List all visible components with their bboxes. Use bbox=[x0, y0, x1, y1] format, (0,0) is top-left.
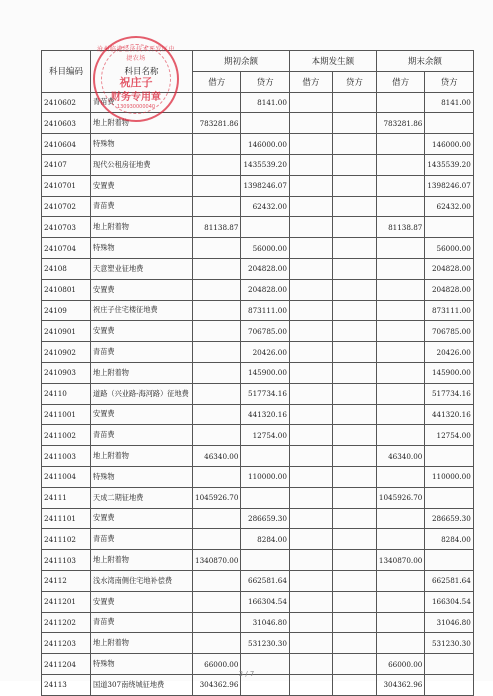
closing-credit-cell: 166304.54 bbox=[425, 591, 473, 612]
account-code-cell: 2410901 bbox=[42, 321, 91, 342]
table-row bbox=[42, 487, 474, 508]
header-credit: 贷方 bbox=[241, 71, 289, 92]
table-row bbox=[42, 321, 474, 342]
period-debit-cell bbox=[289, 550, 332, 571]
closing-credit-cell bbox=[425, 550, 473, 571]
account-name-cell: 安置费 bbox=[91, 591, 193, 612]
table-row bbox=[42, 466, 474, 487]
opening-debit-cell bbox=[193, 633, 241, 654]
closing-credit-cell bbox=[425, 487, 473, 508]
header-name: 科目名称 bbox=[91, 51, 193, 93]
closing-debit-cell bbox=[376, 570, 424, 591]
closing-credit-cell: 62432.00 bbox=[425, 196, 473, 217]
period-debit-cell bbox=[289, 196, 332, 217]
account-name-cell: 道路（兴业路-海河路）征地费 bbox=[91, 383, 193, 404]
closing-credit-cell bbox=[425, 217, 473, 238]
period-debit-cell bbox=[289, 383, 332, 404]
opening-credit-cell bbox=[241, 113, 289, 134]
closing-debit-cell bbox=[376, 134, 424, 155]
period-credit-cell bbox=[332, 175, 376, 196]
period-debit-cell bbox=[289, 612, 332, 633]
closing-credit-cell: 56000.00 bbox=[425, 238, 473, 259]
closing-credit-cell: 706785.00 bbox=[425, 321, 473, 342]
account-name-cell: 地上附着物 bbox=[91, 550, 193, 571]
account-name-cell: 浅水湾南侧住宅地补偿费 bbox=[91, 570, 193, 591]
closing-debit-cell bbox=[376, 258, 424, 279]
account-name-cell: 地上附着物 bbox=[91, 113, 193, 134]
table-row bbox=[42, 217, 474, 238]
account-code-cell: 2411004 bbox=[42, 466, 91, 487]
account-name-cell: 安置费 bbox=[91, 175, 193, 196]
period-credit-cell bbox=[332, 238, 376, 259]
period-credit-cell bbox=[332, 196, 376, 217]
period-credit-cell bbox=[332, 217, 376, 238]
period-credit-cell bbox=[332, 404, 376, 425]
opening-credit-cell bbox=[241, 446, 289, 467]
opening-credit-cell bbox=[241, 487, 289, 508]
period-credit-cell bbox=[332, 134, 376, 155]
opening-debit-cell: 66000.00 bbox=[193, 654, 241, 675]
period-credit-cell bbox=[332, 258, 376, 279]
period-credit-cell bbox=[332, 466, 376, 487]
opening-debit-cell bbox=[193, 425, 241, 446]
period-debit-cell bbox=[289, 633, 332, 654]
table-row bbox=[42, 383, 474, 404]
opening-debit-cell bbox=[193, 258, 241, 279]
closing-credit-cell: 8141.00 bbox=[425, 92, 473, 113]
account-code-cell: 2411204 bbox=[42, 654, 91, 675]
account-code-cell: 24113 bbox=[42, 674, 91, 695]
closing-debit-cell bbox=[376, 238, 424, 259]
opening-credit-cell: 286659.30 bbox=[241, 508, 289, 529]
account-name-cell: 青苗费 bbox=[91, 342, 193, 363]
account-name-cell: 祝庄子住宅楼征地费 bbox=[91, 300, 193, 321]
account-code-cell: 2410703 bbox=[42, 217, 91, 238]
period-credit-cell bbox=[332, 362, 376, 383]
opening-debit-cell: 1045926.70 bbox=[193, 487, 241, 508]
period-credit-cell bbox=[332, 113, 376, 134]
account-code-cell: 2411002 bbox=[42, 425, 91, 446]
period-debit-cell bbox=[289, 487, 332, 508]
seal-serial: 130930000040 bbox=[116, 104, 156, 110]
account-code-cell: 2411202 bbox=[42, 612, 91, 633]
closing-credit-cell: 20426.00 bbox=[425, 342, 473, 363]
period-credit-cell bbox=[332, 342, 376, 363]
page-number: 3 / 7 bbox=[238, 670, 255, 678]
opening-credit-cell bbox=[241, 217, 289, 238]
closing-credit-cell: 8284.00 bbox=[425, 529, 473, 550]
opening-debit-cell bbox=[193, 362, 241, 383]
account-code-cell: 2411201 bbox=[42, 591, 91, 612]
account-code-cell: 2410903 bbox=[42, 362, 91, 383]
account-name-cell: 安置费 bbox=[91, 508, 193, 529]
period-debit-cell bbox=[289, 175, 332, 196]
account-code-cell: 24109 bbox=[42, 300, 91, 321]
opening-debit-cell bbox=[193, 134, 241, 155]
table-row bbox=[42, 529, 474, 550]
period-debit-cell bbox=[289, 591, 332, 612]
closing-debit-cell bbox=[376, 633, 424, 654]
closing-credit-cell: 145900.00 bbox=[425, 362, 473, 383]
opening-credit-cell: 531230.30 bbox=[241, 633, 289, 654]
table-row bbox=[42, 591, 474, 612]
opening-debit-cell bbox=[193, 404, 241, 425]
account-code-cell: 24108 bbox=[42, 258, 91, 279]
opening-credit-cell: 1435539.20 bbox=[241, 154, 289, 175]
closing-debit-cell bbox=[376, 362, 424, 383]
account-name-cell: 特殊物 bbox=[91, 134, 193, 155]
opening-debit-cell bbox=[193, 466, 241, 487]
header-debit: 借方 bbox=[193, 71, 241, 92]
account-name-cell: 青苗费 bbox=[91, 92, 193, 113]
account-name-cell: 地上附着物 bbox=[91, 362, 193, 383]
account-balance-table bbox=[41, 50, 474, 696]
account-code-cell: 2411101 bbox=[42, 508, 91, 529]
closing-credit-cell: 1435539.20 bbox=[425, 154, 473, 175]
opening-debit-cell bbox=[193, 300, 241, 321]
period-debit-cell bbox=[289, 362, 332, 383]
account-name-cell: 特殊物 bbox=[91, 466, 193, 487]
account-name-cell: 青苗费 bbox=[91, 529, 193, 550]
closing-debit-cell bbox=[376, 300, 424, 321]
closing-debit-cell bbox=[376, 466, 424, 487]
account-name-cell: 地上附着物 bbox=[91, 217, 193, 238]
opening-credit-cell: 441320.16 bbox=[241, 404, 289, 425]
table-row bbox=[42, 300, 474, 321]
closing-debit-cell bbox=[376, 591, 424, 612]
period-credit-cell bbox=[332, 92, 376, 113]
header-opening-balance: 期初余额 bbox=[193, 51, 290, 72]
opening-debit-cell: 1340870.00 bbox=[193, 550, 241, 571]
opening-debit-cell bbox=[193, 342, 241, 363]
period-credit-cell bbox=[332, 446, 376, 467]
period-debit-cell bbox=[289, 113, 332, 134]
table-row bbox=[42, 362, 474, 383]
period-debit-cell bbox=[289, 154, 332, 175]
period-credit-cell bbox=[332, 300, 376, 321]
closing-credit-cell: 662581.64 bbox=[425, 570, 473, 591]
opening-debit-cell bbox=[193, 196, 241, 217]
account-name-cell: 天意塑业征地费 bbox=[91, 258, 193, 279]
opening-credit-cell: 8141.00 bbox=[241, 92, 289, 113]
opening-credit-cell: 146000.00 bbox=[241, 134, 289, 155]
closing-credit-cell: 286659.30 bbox=[425, 508, 473, 529]
header-code: 科目编码 bbox=[42, 51, 91, 93]
account-code-cell: 24112 bbox=[42, 570, 91, 591]
opening-credit-cell bbox=[241, 550, 289, 571]
table-row bbox=[42, 612, 474, 633]
opening-credit-cell: 8284.00 bbox=[241, 529, 289, 550]
table-row bbox=[42, 134, 474, 155]
account-name-cell: 地上附着物 bbox=[91, 633, 193, 654]
account-name-cell: 地上附着物 bbox=[91, 446, 193, 467]
period-debit-cell bbox=[289, 342, 332, 363]
header-debit: 借方 bbox=[376, 71, 424, 92]
account-name-cell: 特殊物 bbox=[91, 654, 193, 675]
closing-credit-cell: 531230.30 bbox=[425, 633, 473, 654]
header-debit: 借方 bbox=[289, 71, 332, 92]
account-code-cell: 2410603 bbox=[42, 113, 91, 134]
opening-credit-cell: 56000.00 bbox=[241, 238, 289, 259]
closing-credit-cell: 1398246.07 bbox=[425, 175, 473, 196]
period-debit-cell bbox=[289, 134, 332, 155]
closing-debit-cell bbox=[376, 508, 424, 529]
period-credit-cell bbox=[332, 383, 376, 404]
opening-credit-cell: 145900.00 bbox=[241, 362, 289, 383]
account-code-cell: 24111 bbox=[42, 487, 91, 508]
closing-debit-cell: 304362.96 bbox=[376, 674, 424, 695]
table-row bbox=[42, 196, 474, 217]
period-debit-cell bbox=[289, 570, 332, 591]
closing-debit-cell bbox=[376, 279, 424, 300]
account-name-cell: 天成二期征地费 bbox=[91, 487, 193, 508]
period-debit-cell bbox=[289, 217, 332, 238]
period-debit-cell bbox=[289, 238, 332, 259]
closing-debit-cell bbox=[376, 321, 424, 342]
table-row bbox=[42, 113, 474, 134]
account-code-cell: 2411102 bbox=[42, 529, 91, 550]
opening-credit-cell: 204828.00 bbox=[241, 279, 289, 300]
table-row bbox=[42, 154, 474, 175]
closing-debit-cell: 81138.87 bbox=[376, 217, 424, 238]
account-name-cell: 安置费 bbox=[91, 404, 193, 425]
period-credit-cell bbox=[332, 529, 376, 550]
closing-debit-cell bbox=[376, 196, 424, 217]
closing-debit-cell bbox=[376, 175, 424, 196]
opening-debit-cell bbox=[193, 612, 241, 633]
period-credit-cell bbox=[332, 612, 376, 633]
closing-debit-cell bbox=[376, 154, 424, 175]
period-debit-cell bbox=[289, 466, 332, 487]
closing-credit-cell: 204828.00 bbox=[425, 279, 473, 300]
period-debit-cell bbox=[289, 258, 332, 279]
opening-debit-cell bbox=[193, 529, 241, 550]
table-row bbox=[42, 342, 474, 363]
closing-debit-cell: 1045926.70 bbox=[376, 487, 424, 508]
table-row bbox=[42, 508, 474, 529]
opening-debit-cell bbox=[193, 154, 241, 175]
account-name-cell: 国道307南绕城征地费 bbox=[91, 674, 193, 695]
period-debit-cell bbox=[289, 321, 332, 342]
period-credit-cell bbox=[332, 425, 376, 446]
period-debit-cell bbox=[289, 404, 332, 425]
header-period-amount: 本期发生额 bbox=[289, 51, 376, 72]
period-debit-cell bbox=[289, 446, 332, 467]
table-body bbox=[42, 92, 474, 695]
opening-debit-cell: 783281.86 bbox=[193, 113, 241, 134]
closing-credit-cell bbox=[425, 113, 473, 134]
closing-debit-cell: 1340870.00 bbox=[376, 550, 424, 571]
period-debit-cell bbox=[289, 279, 332, 300]
opening-debit-cell: 46340.00 bbox=[193, 446, 241, 467]
account-name-cell: 现代公租房征地费 bbox=[91, 154, 193, 175]
table-row bbox=[42, 258, 474, 279]
period-debit-cell bbox=[289, 529, 332, 550]
opening-debit-cell bbox=[193, 92, 241, 113]
closing-credit-cell: 12754.00 bbox=[425, 425, 473, 446]
seal-ring-text: 沧州临港经济技术开发区中捷农场 bbox=[96, 46, 175, 62]
account-name-cell: 安置费 bbox=[91, 321, 193, 342]
opening-credit-cell: 12754.00 bbox=[241, 425, 289, 446]
opening-credit-cell: 62432.00 bbox=[241, 196, 289, 217]
table-row bbox=[42, 446, 474, 467]
period-credit-cell bbox=[332, 570, 376, 591]
period-credit-cell bbox=[332, 591, 376, 612]
opening-credit-cell: 110000.00 bbox=[241, 466, 289, 487]
seal-center-title: 财务专用章 bbox=[111, 92, 161, 103]
account-name-cell: 青苗费 bbox=[91, 196, 193, 217]
account-code-cell: 2410801 bbox=[42, 279, 91, 300]
period-credit-cell bbox=[332, 321, 376, 342]
account-code-cell: 2410604 bbox=[42, 134, 91, 155]
period-credit-cell bbox=[332, 508, 376, 529]
opening-debit-cell bbox=[193, 175, 241, 196]
period-debit-cell bbox=[289, 300, 332, 321]
table-row bbox=[42, 279, 474, 300]
table-row bbox=[42, 175, 474, 196]
seal-center-name: 祝庄子 bbox=[119, 76, 153, 89]
opening-credit-cell: 706785.00 bbox=[241, 321, 289, 342]
period-credit-cell bbox=[332, 633, 376, 654]
account-code-cell: 2411103 bbox=[42, 550, 91, 571]
opening-debit-cell bbox=[193, 570, 241, 591]
closing-credit-cell bbox=[425, 446, 473, 467]
closing-debit-cell bbox=[376, 383, 424, 404]
table-row bbox=[42, 550, 474, 571]
account-code-cell: 2411203 bbox=[42, 633, 91, 654]
opening-credit-cell: 20426.00 bbox=[241, 342, 289, 363]
opening-debit-cell bbox=[193, 238, 241, 259]
opening-debit-cell bbox=[193, 383, 241, 404]
closing-credit-cell: 204828.00 bbox=[425, 258, 473, 279]
table-row bbox=[42, 404, 474, 425]
opening-credit-cell: 166304.54 bbox=[241, 591, 289, 612]
opening-debit-cell: 81138.87 bbox=[193, 217, 241, 238]
closing-credit-cell: 110000.00 bbox=[425, 466, 473, 487]
account-code-cell: 2411001 bbox=[42, 404, 91, 425]
table-row bbox=[42, 425, 474, 446]
opening-debit-cell bbox=[193, 508, 241, 529]
opening-credit-cell: 517734.16 bbox=[241, 383, 289, 404]
opening-credit-cell: 1398246.07 bbox=[241, 175, 289, 196]
closing-debit-cell bbox=[376, 425, 424, 446]
closing-debit-cell bbox=[376, 612, 424, 633]
closing-debit-cell bbox=[376, 404, 424, 425]
account-code-cell: 2410704 bbox=[42, 238, 91, 259]
header-closing-balance: 期末余额 bbox=[376, 51, 473, 72]
account-code-cell: 2410902 bbox=[42, 342, 91, 363]
account-code-cell: 24110 bbox=[42, 383, 91, 404]
period-credit-cell bbox=[332, 154, 376, 175]
closing-debit-cell bbox=[376, 342, 424, 363]
table-row bbox=[42, 238, 474, 259]
header-credit: 贷方 bbox=[425, 71, 473, 92]
closing-debit-cell bbox=[376, 92, 424, 113]
closing-credit-cell: 517734.16 bbox=[425, 383, 473, 404]
account-code-cell: 2410701 bbox=[42, 175, 91, 196]
period-debit-cell bbox=[289, 508, 332, 529]
closing-credit-cell: 31046.80 bbox=[425, 612, 473, 633]
table-row bbox=[42, 633, 474, 654]
period-credit-cell bbox=[332, 487, 376, 508]
table-row bbox=[42, 92, 474, 113]
header-credit: 贷方 bbox=[332, 71, 376, 92]
account-code-cell: 2411003 bbox=[42, 446, 91, 467]
closing-debit-cell: 783281.86 bbox=[376, 113, 424, 134]
account-code-cell: 2410702 bbox=[42, 196, 91, 217]
opening-credit-cell: 204828.00 bbox=[241, 258, 289, 279]
opening-credit-cell: 873111.00 bbox=[241, 300, 289, 321]
opening-debit-cell bbox=[193, 321, 241, 342]
period-credit-cell bbox=[332, 550, 376, 571]
closing-credit-cell: 873111.00 bbox=[425, 300, 473, 321]
closing-credit-cell: 146000.00 bbox=[425, 134, 473, 155]
opening-credit-cell: 31046.80 bbox=[241, 612, 289, 633]
opening-credit-cell: 662581.64 bbox=[241, 570, 289, 591]
period-debit-cell bbox=[289, 92, 332, 113]
account-name-cell: 青苗费 bbox=[91, 612, 193, 633]
table-row bbox=[42, 570, 474, 591]
opening-debit-cell bbox=[193, 279, 241, 300]
closing-debit-cell: 66000.00 bbox=[376, 654, 424, 675]
period-debit-cell bbox=[289, 425, 332, 446]
account-code-cell: 2410602 bbox=[42, 92, 91, 113]
account-name-cell: 安置费 bbox=[91, 279, 193, 300]
account-code-cell: 24107 bbox=[42, 154, 91, 175]
opening-debit-cell bbox=[193, 591, 241, 612]
closing-credit-cell: 441320.16 bbox=[425, 404, 473, 425]
closing-debit-cell bbox=[376, 529, 424, 550]
account-name-cell: 特殊物 bbox=[91, 238, 193, 259]
account-name-cell: 青苗费 bbox=[91, 425, 193, 446]
opening-debit-cell: 304362.96 bbox=[193, 674, 241, 695]
closing-debit-cell: 46340.00 bbox=[376, 446, 424, 467]
period-credit-cell bbox=[332, 279, 376, 300]
